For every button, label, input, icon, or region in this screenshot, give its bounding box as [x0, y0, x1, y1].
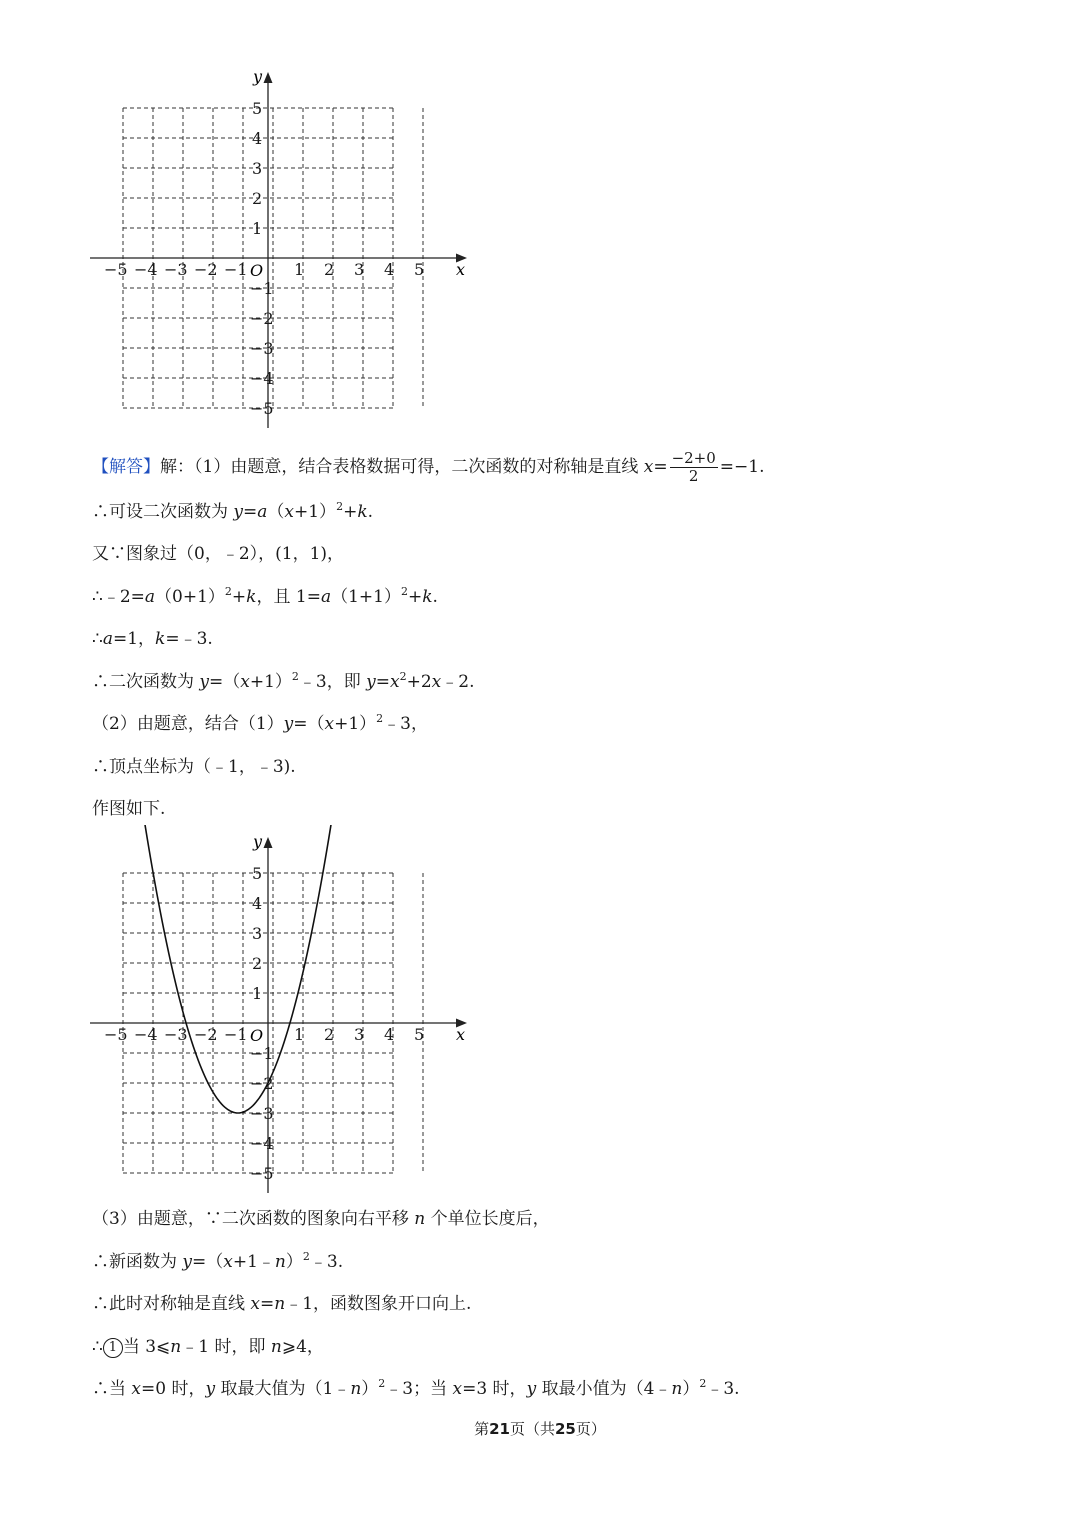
page-footer: [0, 1418, 1080, 1439]
t: （2）由题意，结合（1）: [92, 714, 284, 734]
t: +2: [406, 672, 432, 692]
t: （3）由题意，∵二次函数的图象向右平移: [92, 1209, 415, 1229]
t: ﹣3；当: [385, 1379, 453, 1399]
var-y: y: [366, 672, 376, 692]
t: +: [343, 502, 358, 522]
t: ﹣3.: [309, 1252, 344, 1272]
exponent: 2: [302, 1250, 310, 1263]
y-axis-label: y: [253, 67, 263, 86]
parabola-graph: [85, 825, 485, 1200]
exponent: 2: [291, 670, 299, 683]
origin-label: O: [250, 1026, 264, 1045]
exponent: 2: [336, 500, 344, 513]
t: ∴二次函数为: [92, 672, 200, 692]
y-axis-label: y: [253, 832, 263, 851]
t: +1）: [294, 502, 337, 522]
var-x: x: [390, 672, 400, 692]
t: 个单位长度后，: [425, 1209, 550, 1229]
answer-text: 解：（1）由题意，结合表格数据可得，二次函数的对称轴是直线: [160, 457, 644, 477]
x-tick-label: 2: [324, 260, 335, 279]
exponent: 2: [399, 670, 407, 683]
y-tick-label: −5: [250, 1164, 274, 1183]
x-tick-label: −3: [164, 1025, 188, 1044]
empty-coordinate-grid: [85, 60, 485, 435]
t: =3 时，: [462, 1379, 527, 1399]
t: 取最大值为（1﹣: [215, 1379, 351, 1399]
x-tick-labels: [104, 260, 424, 279]
answer-line-10: [92, 1207, 550, 1231]
t: ）: [285, 1252, 303, 1272]
t: ﹣3，即: [298, 672, 367, 692]
x-axis-label: x: [456, 1025, 466, 1044]
t: ，且 1=: [256, 587, 321, 607]
page-total: 25: [555, 1420, 576, 1438]
var-n: n: [274, 1294, 286, 1314]
var-n: n: [270, 1337, 282, 1357]
y-tick-label: −5: [250, 399, 274, 418]
t: .: [432, 587, 438, 607]
exponent: 2: [400, 585, 408, 598]
t: 页）: [575, 1420, 606, 1438]
x-tick-label: −5: [104, 1025, 128, 1044]
answer-line-11: [92, 1250, 343, 1274]
answer-line-7: [92, 712, 428, 736]
t: 当 3⩽: [122, 1337, 171, 1357]
var-y: y: [283, 714, 294, 734]
var-y: y: [526, 1379, 537, 1399]
t: ﹣3.: [706, 1379, 740, 1399]
var-y: y: [182, 1252, 193, 1272]
answer-line-12: [92, 1292, 471, 1316]
var-a: a: [102, 629, 113, 649]
answer-line-13: [92, 1335, 324, 1359]
t: 第: [474, 1420, 490, 1438]
t: ∴: [92, 1337, 103, 1357]
var-k: k: [357, 502, 368, 522]
exponent: 2: [224, 585, 232, 598]
var-k: k: [422, 587, 433, 607]
y-tick-label: −3: [250, 1104, 274, 1123]
y-tick-label: −3: [250, 339, 274, 358]
t: ∴此时对称轴是直线: [92, 1294, 251, 1314]
t: +1）: [334, 714, 377, 734]
var-x: x: [284, 502, 294, 522]
fraction-denominator: 2: [688, 467, 699, 485]
t: =（: [192, 1252, 224, 1272]
var-x: x: [324, 714, 335, 734]
y-tick-label: −4: [250, 369, 274, 388]
y-tick-label: −2: [250, 1074, 274, 1093]
var-n: n: [414, 1209, 426, 1229]
t: ∴新函数为: [92, 1252, 183, 1272]
x-tick-label: −2: [194, 1025, 218, 1044]
var-y: y: [205, 1379, 216, 1399]
var-x: x: [223, 1252, 233, 1272]
var-k: k: [246, 587, 257, 607]
t: +1﹣: [232, 1252, 275, 1272]
answer-line-14: [92, 1377, 740, 1401]
var-n: n: [170, 1337, 182, 1357]
t: 页（共: [509, 1420, 555, 1438]
t: =0 时，: [141, 1379, 206, 1399]
x-tick-labels: [104, 1025, 424, 1044]
exponent: 2: [699, 1377, 707, 1390]
x-tick-label: 1: [294, 260, 305, 279]
exponent: 2: [376, 712, 384, 725]
x-tick-label: 3: [354, 260, 365, 279]
t: +1）: [249, 672, 292, 692]
answer-line-2: [92, 500, 373, 524]
var-n: n: [350, 1379, 362, 1399]
x-tick-label: 5: [414, 260, 425, 279]
y-tick-label: −1: [250, 279, 274, 298]
var-n: n: [274, 1252, 286, 1272]
t: ∴可设二次函数为: [92, 502, 234, 522]
t: ∴当: [92, 1379, 132, 1399]
t: （0+1）: [155, 587, 225, 607]
t: ﹣3，: [383, 714, 428, 734]
y-tick-label: 4: [252, 129, 263, 148]
x-tick-label: 5: [414, 1025, 425, 1044]
y-tick-label: −1: [250, 1044, 274, 1063]
var-x: x: [643, 457, 654, 477]
var-n: n: [671, 1379, 683, 1399]
x-tick-label: 4: [384, 260, 395, 279]
y-tick-label: 2: [252, 954, 263, 973]
var-y: y: [199, 672, 210, 692]
t: ）: [361, 1379, 379, 1399]
t: ﹣1，函数图象开口向上.: [285, 1294, 472, 1314]
fraction: [670, 450, 718, 485]
x-tick-label: −2: [194, 260, 218, 279]
answer-line-9: 作图如下.: [92, 799, 166, 819]
y-tick-label: 3: [252, 924, 263, 943]
t: ）: [682, 1379, 700, 1399]
var-y: y: [233, 502, 244, 522]
y-tick-label: −4: [250, 1134, 274, 1153]
y-tick-label: 1: [252, 984, 263, 1003]
x-tick-label: −4: [134, 1025, 158, 1044]
t: （1+1）: [331, 587, 401, 607]
t: ﹣2.: [441, 672, 475, 692]
t: 取最小值为（4﹣: [536, 1379, 672, 1399]
answer-line-8: ∴顶点坐标为（﹣1，﹣3).: [92, 757, 296, 777]
y-tick-label: −2: [250, 309, 274, 328]
eq-sign: =: [653, 457, 668, 477]
var-a: a: [257, 502, 268, 522]
x-tick-label: −1: [224, 1025, 248, 1044]
var-a: a: [144, 587, 156, 607]
x-tick-label: −5: [104, 260, 128, 279]
t: =1，: [112, 629, 156, 649]
var-x: x: [431, 672, 442, 692]
var-k: k: [155, 629, 166, 649]
t: （: [267, 502, 285, 522]
exponent: 2: [378, 1377, 386, 1390]
t: .: [367, 502, 374, 522]
x-tick-label: 4: [384, 1025, 395, 1044]
answer-line-1: [92, 450, 765, 485]
x-tick-label: 2: [324, 1025, 335, 1044]
answer-line-4: [92, 585, 438, 609]
y-tick-label: 5: [252, 99, 263, 118]
t: =（: [293, 714, 325, 734]
y-tick-label: 3: [252, 159, 263, 178]
t: +: [407, 587, 423, 607]
t: =: [243, 502, 258, 522]
t: =: [260, 1294, 275, 1314]
t: ∴: [92, 629, 103, 649]
t: =﹣3.: [165, 629, 213, 649]
y-tick-label: 5: [252, 864, 263, 883]
answer-tail: =−1.: [719, 457, 765, 477]
t: ∴﹣2=: [92, 587, 145, 607]
answer-tag: 【解答】: [92, 457, 160, 477]
fraction-numerator: −2+0: [671, 449, 716, 467]
y-tick-label: 2: [252, 189, 263, 208]
x-tick-label: −4: [134, 260, 158, 279]
answer-line-3: 又∵图象过（0，﹣2），(1，1)，: [92, 544, 345, 564]
x-tick-label: 3: [354, 1025, 365, 1044]
t: =（: [209, 672, 241, 692]
t: ﹣1 时，即: [181, 1337, 271, 1357]
answer-line-6: [92, 670, 475, 694]
var-x: x: [250, 1294, 260, 1314]
y-tick-label: 1: [252, 219, 263, 238]
parabola-curve: [139, 825, 337, 1113]
t: =: [375, 672, 391, 692]
x-tick-label: −1: [224, 260, 248, 279]
var-a: a: [320, 587, 332, 607]
page-number: 21: [489, 1420, 510, 1438]
answer-line-5: [92, 627, 213, 651]
var-x: x: [131, 1379, 141, 1399]
x-axis-label: x: [456, 260, 466, 279]
origin-label: O: [250, 261, 264, 280]
x-tick-label: 1: [294, 1025, 305, 1044]
var-x: x: [240, 672, 250, 692]
t: +: [231, 587, 247, 607]
y-tick-label: 4: [252, 894, 263, 913]
t: ⩾4，: [281, 1337, 324, 1357]
circled-number: 1: [103, 1338, 123, 1358]
x-tick-label: −3: [164, 260, 188, 279]
var-x: x: [452, 1379, 463, 1399]
